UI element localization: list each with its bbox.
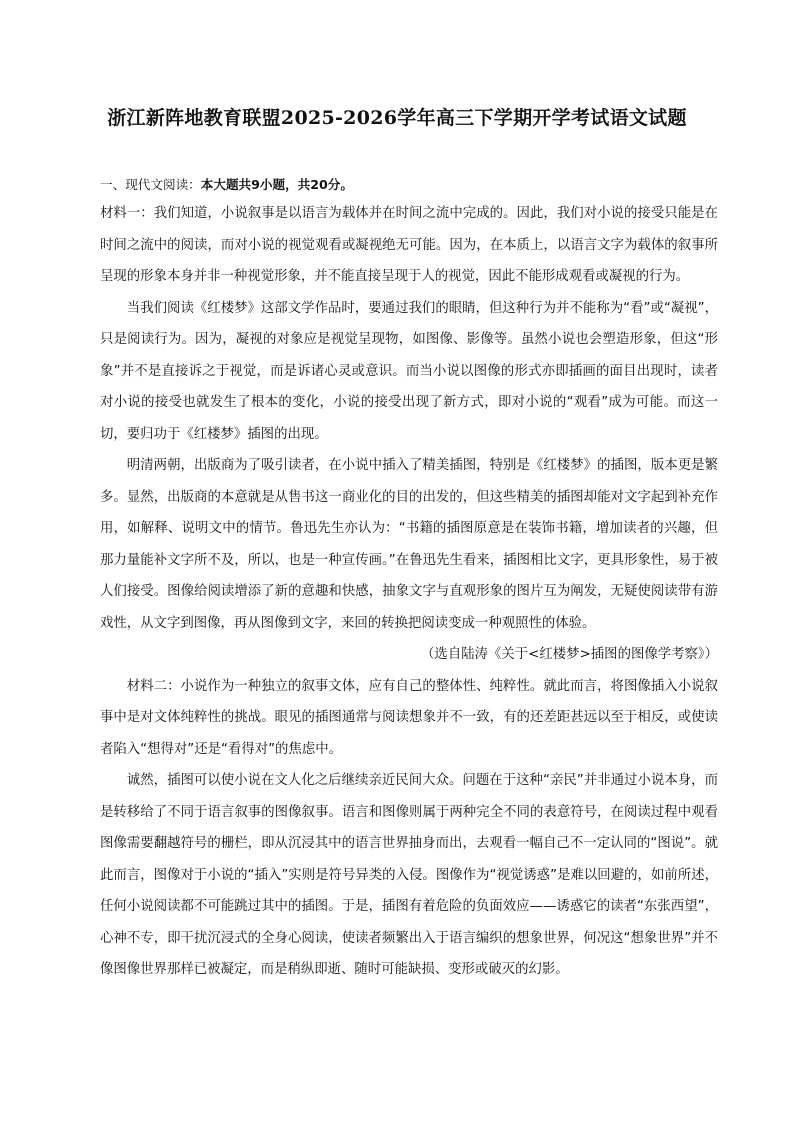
paragraph: 诚然，插图可以使小说在文人化之后继续亲近民间大众。问题在于这种“亲民”并非通过小说本身，而是转移给了不同于语言叙事的图像叙事。语言和图像则属于两种完全不同的表意符号，在阅读过程中观看图像需要翻越符号的栅栏，即从沉浸其中的语言世界抽身而出，去观看一幅自己不一定认同的“图说”。就此而言，图像对于小说的“插入”实则是符号异类的入侵。图像作为“视觉诱惑”是难以回避的，如前所述，任何小说阅读都不可能跳过其中的插图。于是，插图有着危险的负面效应——诱惑它的读者“东张西望”，心神不专，即干扰沉浸式的全身心阅读，使读者频繁出入于语言编织的想象世界，何况这“想象世界”并不像图像世界那样已被凝定，而是稍纵即逝、随时可能缺损、变形或破灭的幻影。 [100,773,718,977]
source-citation: （选自陆涛《关于<红楼梦>插图的图像学考察》） [421,647,718,662]
paragraph: 当我们阅读《红楼梦》这部文学作品时，要通过我们的眼睛，但这种行为并不能称为“看”或“凝视”，只是阅读行为。因为，凝视的对象应是视觉呈现物，如图像、影像等。虽然小说也会塑造形象，但这“形象”并不是直接诉之于视觉，而是诉诸心灵或意识。而当小说以图像的形式亦即插画的面目出现时，读者对小说的接受也就发生了根本的变化，小说的接受出现了新方式，即对小说的“观看”成为可能。而这一切，要归功于《红楼梦》插图的出现。 [100,300,718,442]
section-info: 本大题共9小题，共20分。 [200,177,353,192]
paragraph-material-two: 材料二：小说作为一种独立的叙事文体，应有自己的整体性、纯粹性。就此而言，将图像插入小说叙事中是对文体纯粹性的挑战。眼见的插图通常与阅读想象并不一致，有的还差距甚远以至于相反，或使读者陷入“想得对”还是“看得对”的焦虑中。 [100,678,718,757]
document-body [100,174,718,986]
paragraph-material-one: 材料一：我们知道，小说叙事是以语言为载体并在时间之流中完成的。因此，我们对小说的接受只能是在时间之流中的阅读，而对小说的视觉观看或凝视绝无可能。因为，在本质上，以语言文字为载体的叙事所呈现的形象本身并非一种视觉形象，并不能直接呈现于人的视觉，因此不能形成观看或凝视的行为。 [100,206,718,284]
paragraph: 明清两朝，出版商为了吸引读者，在小说中插入了精美插图，特别是《红楼梦》的插图，版本更是繁多。显然，出版商的本意就是从售书这一商业化的目的出发的，但这些精美的插图却能对文字起到补充作用，如解释、说明文中的情节。鲁迅先生亦认为：“书籍的插图原意是在装饰书籍，增加读者的兴趣，但那力量能补文字所不及，所以，也是一种宣传画。”在鲁迅先生看来，插图相比文字，更具形象性，易于被人们接受。图像给阅读增添了新的意趣和快感，抽象文字与直观形象的图片互为阐发，无疑使阅读带有游戏性，从文字到图像，再从图像到文字，来回的转换把阅读变成一种观照性的体验。 [100,458,718,631]
section-prefix: 一、现代文阅读： [100,177,201,192]
page-title: 浙江新阵地教育联盟2025-2026学年高三下学期开学考试语文试题 [107,107,687,129]
section-heading [100,174,718,196]
